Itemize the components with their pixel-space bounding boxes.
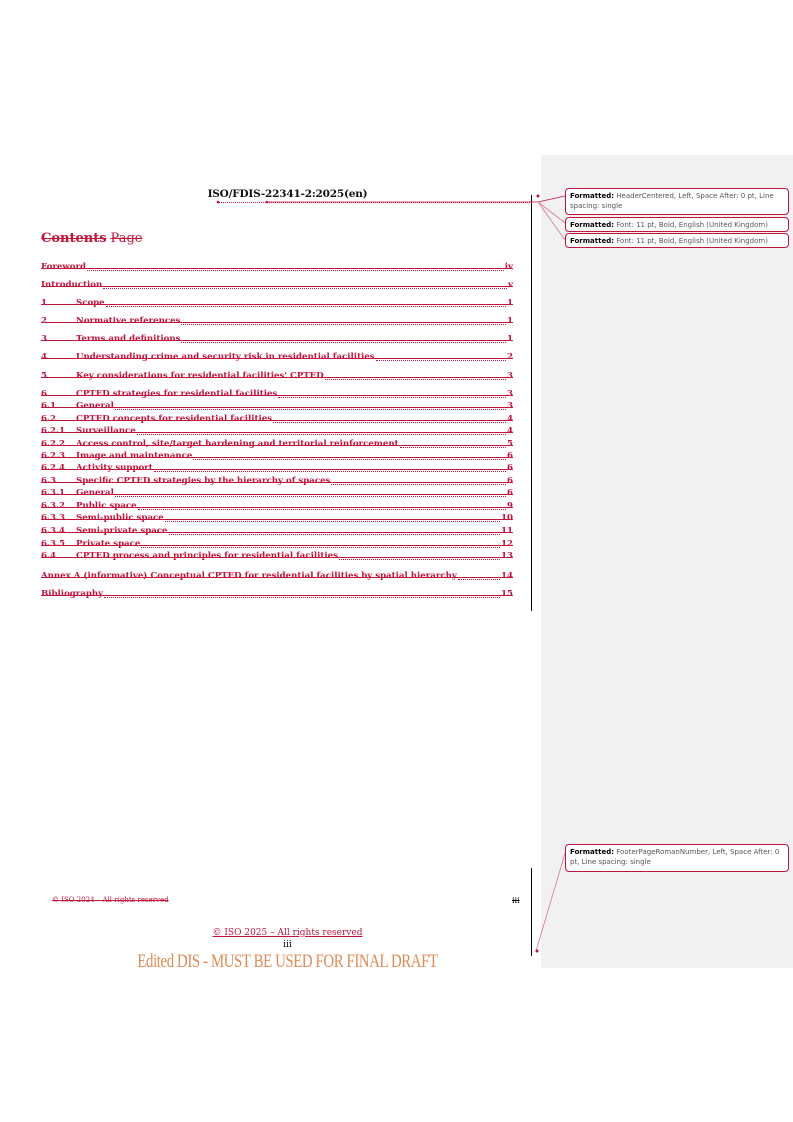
toc-title: Access control, site/target hardening and territorial reinforcement xyxy=(76,439,399,449)
toc-entry[interactable] xyxy=(41,439,513,450)
toc-entry[interactable] xyxy=(41,501,513,512)
comment-label: Formatted: xyxy=(570,221,615,229)
toc-number: 6.3 xyxy=(41,476,56,486)
contents-heading xyxy=(41,231,142,246)
toc-entry[interactable] xyxy=(41,463,513,474)
toc-title: Introduction xyxy=(41,280,103,290)
toc-title: General xyxy=(76,401,114,411)
toc-number: 5 xyxy=(41,371,47,381)
toc-number: 4 xyxy=(41,352,47,362)
toc-number: 6.3.2 xyxy=(41,501,65,511)
toc-page: v xyxy=(508,280,513,290)
toc-leader xyxy=(339,558,500,560)
toc-title: Public space xyxy=(76,501,137,511)
toc-page: 2 xyxy=(507,352,513,362)
toc-entry[interactable] xyxy=(41,539,513,550)
toc-leader xyxy=(325,378,506,380)
toc-entry[interactable] xyxy=(41,352,513,363)
toc-entry[interactable] xyxy=(41,371,513,382)
toc-number: 6.3.3 xyxy=(41,513,65,523)
toc-entry[interactable] xyxy=(41,298,513,309)
toc-leader xyxy=(376,359,506,361)
toc-page: 15 xyxy=(501,589,513,599)
toc-page: 1 xyxy=(507,316,513,326)
toc-page: 11 xyxy=(501,526,513,536)
toc-page: 14 xyxy=(501,571,513,581)
toc-title: Specific CPTED strategies by the hierarchy of spaces xyxy=(76,476,331,486)
toc-title: Terms and definitions xyxy=(76,334,181,344)
toc-title: Foreword xyxy=(41,262,87,272)
toc-leader xyxy=(169,533,501,535)
toc-entry[interactable] xyxy=(41,334,513,345)
toc-leader xyxy=(273,421,506,423)
toc-leader xyxy=(115,495,506,497)
toc-leader xyxy=(104,596,500,598)
toc-page: 3 xyxy=(507,371,513,381)
comment-balloon[interactable] xyxy=(565,217,789,232)
toc-number: 6.2 xyxy=(41,414,56,424)
toc-number: 1 xyxy=(41,298,47,308)
toc-page: 6 xyxy=(507,476,513,486)
toc-page: 6 xyxy=(507,451,513,461)
toc-entry[interactable] xyxy=(41,426,513,437)
toc-page: 1 xyxy=(507,334,513,344)
toc-entry[interactable] xyxy=(41,571,513,582)
toc-page: 10 xyxy=(501,513,513,523)
comment-label: Formatted: xyxy=(570,848,615,856)
toc-title: Surveillance xyxy=(76,426,136,436)
toc-number: 6.2.3 xyxy=(41,451,65,461)
toc-entry[interactable] xyxy=(41,513,513,524)
inserted-copyright: © ISO 2025 – All rights reserved xyxy=(212,928,363,938)
toc-title: Bibliography xyxy=(41,589,104,599)
toc-page: 6 xyxy=(507,488,513,498)
toc-leader xyxy=(193,458,506,460)
comment-balloon[interactable] xyxy=(565,188,789,215)
toc-page: 5 xyxy=(507,439,513,449)
comment-balloon[interactable] xyxy=(565,844,789,872)
toc-page: 3 xyxy=(507,389,513,399)
comment-balloon[interactable] xyxy=(565,233,789,248)
toc-leader xyxy=(458,578,500,580)
toc-number: 6.2.4 xyxy=(41,463,65,473)
toc-page: iv xyxy=(504,262,513,272)
toc-page: 4 xyxy=(507,414,513,424)
contents-title: Contents xyxy=(41,231,107,246)
toc-number: 6 xyxy=(41,389,47,399)
document-header: ISO/FDIS-22341-2:2025(en) xyxy=(207,188,368,200)
toc-leader xyxy=(181,341,506,343)
toc-number: 6.1 xyxy=(41,401,56,411)
toc-title: Normative references xyxy=(76,316,181,326)
toc-title: Annex A (informative) Conceptual CPTED for residential facilities by spatial hierarchy xyxy=(41,571,457,581)
toc-leader xyxy=(115,408,506,410)
header-format-marker xyxy=(217,202,532,203)
toc-leader xyxy=(278,396,506,398)
comment-label: Formatted: xyxy=(570,237,615,245)
comment-text: HeaderCentered, Left, Space After: 0 pt, Line spacing: single xyxy=(570,192,774,210)
toc-title: Activity support xyxy=(76,463,153,473)
toc-page: 6 xyxy=(507,463,513,473)
page-label: Page xyxy=(110,231,143,246)
toc-number: 6.2.1 xyxy=(41,426,65,436)
toc-title: CPTED process and principles for residential facilities xyxy=(76,551,338,561)
comment-label: Formatted: xyxy=(570,192,615,200)
toc-leader xyxy=(400,446,506,448)
toc-title: Key considerations for residential facilities' CPTED xyxy=(76,371,324,381)
page-number: iii xyxy=(283,940,292,950)
toc-entry[interactable] xyxy=(41,262,513,273)
toc-title: CPTED strategies for residential facilities xyxy=(76,389,278,399)
toc-number: 6.3.5 xyxy=(41,539,65,549)
toc-leader xyxy=(165,520,500,522)
toc-leader xyxy=(331,483,506,485)
toc-entry[interactable] xyxy=(41,414,513,425)
toc-title: CPTED concepts for residential facilities xyxy=(76,414,273,424)
toc-page: 1 xyxy=(507,298,513,308)
toc-title: Semi-public space xyxy=(76,513,164,523)
toc-entry[interactable] xyxy=(41,488,513,499)
toc-title: General xyxy=(76,488,114,498)
toc-title: Understanding crime and security risk in residential facilities xyxy=(76,352,375,362)
toc-title: Image and maintenance xyxy=(76,451,193,461)
comment-text: FooterPageRomanNumber, Left, Space After: 0 pt, Line spacing: single xyxy=(570,848,780,866)
toc-title: Semi-private space xyxy=(76,526,168,536)
toc-number: 6.2.2 xyxy=(41,439,65,449)
comment-text: Font: 11 pt, Bold, English (United Kingdom) xyxy=(616,237,768,245)
toc-number: 6.3.1 xyxy=(41,488,65,498)
toc-number: 6.4 xyxy=(41,551,56,561)
toc-leader xyxy=(137,433,506,435)
toc-number: 3 xyxy=(41,334,47,344)
toc-entry[interactable] xyxy=(41,401,513,412)
toc-leader xyxy=(87,269,504,271)
toc-page: 3 xyxy=(507,401,513,411)
toc-page: 12 xyxy=(501,539,513,549)
toc-number: 2 xyxy=(41,316,47,326)
toc-entry[interactable] xyxy=(41,476,513,487)
toc-title: Private space xyxy=(76,539,141,549)
toc-leader xyxy=(154,470,506,472)
toc-entry[interactable] xyxy=(41,316,513,327)
deleted-copyright: © ISO 2024 – All rights reserved xyxy=(52,896,169,904)
toc-entry[interactable] xyxy=(41,589,513,600)
draft-watermark: Edited DIS - MUST BE USED FOR FINAL DRAFT xyxy=(137,951,438,972)
toc-entry[interactable] xyxy=(41,389,513,400)
comment-text: Font: 11 pt, Bold, English (United Kingdom) xyxy=(616,221,768,229)
toc-title: Scope xyxy=(76,298,105,308)
toc-leader xyxy=(181,323,506,325)
toc-entry[interactable] xyxy=(41,526,513,537)
toc-entry[interactable] xyxy=(41,280,513,291)
toc-leader xyxy=(138,508,506,510)
toc-leader xyxy=(103,287,507,289)
toc-leader xyxy=(141,546,500,548)
deleted-page-number: iii xyxy=(512,896,520,905)
toc-page: 4 xyxy=(507,426,513,436)
toc-page: 9 xyxy=(507,501,513,511)
toc-entry[interactable] xyxy=(41,551,513,562)
toc-page: 13 xyxy=(501,551,513,561)
toc-entry[interactable] xyxy=(41,451,513,462)
toc-number: 6.3.4 xyxy=(41,526,65,536)
toc-leader xyxy=(106,305,506,307)
